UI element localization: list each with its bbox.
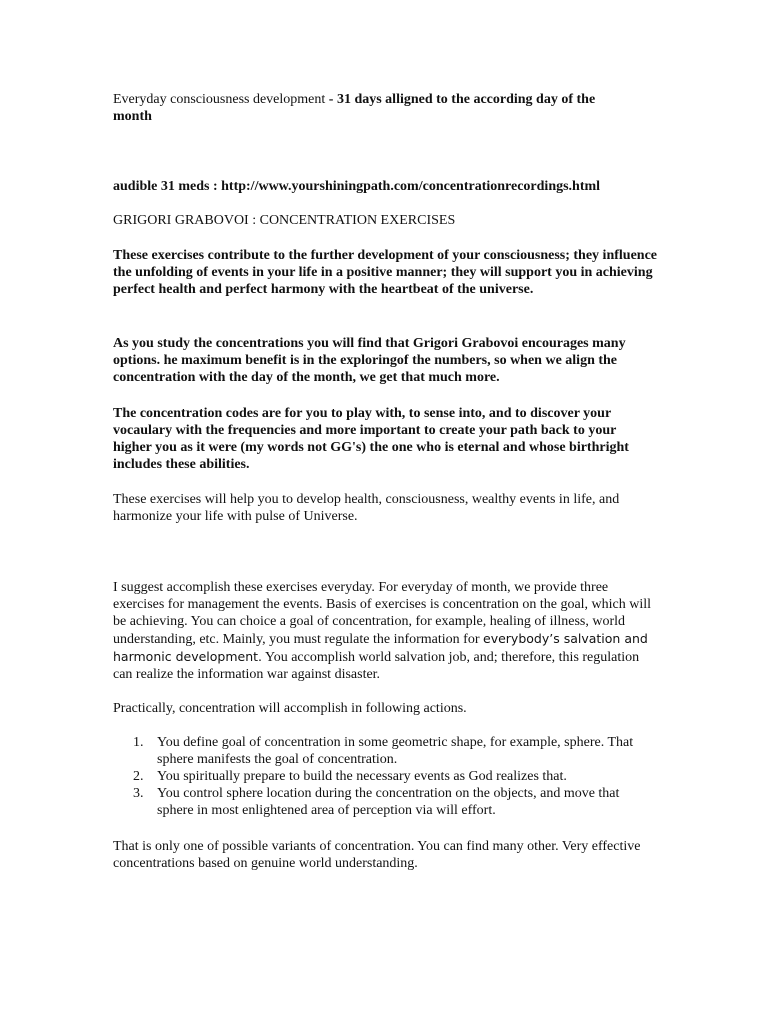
heading-days: - 31 days alligned to the according day of the bbox=[328, 92, 596, 107]
heading-month: month bbox=[113, 109, 152, 124]
document-heading bbox=[113, 91, 658, 125]
list-item-number: 2. bbox=[133, 769, 144, 784]
list-item-number: 3. bbox=[133, 786, 144, 801]
audible-link-line: audible 31 meds : http://www.yourshiningpath.com/concentrationrecordings.html bbox=[113, 179, 601, 194]
section-title: GRIGORI GRABOVOI : CONCENTRATION EXERCISES bbox=[113, 213, 456, 228]
list-item-text: You spiritually prepare to build the necessary events as God realizes that. bbox=[157, 769, 567, 784]
list-item bbox=[113, 768, 658, 785]
paragraph-2 bbox=[113, 579, 658, 683]
paragraph-bold-2: As you study the concentrations you will find that Grigori Grabovoi encourages many options. he maximum benefit is in the exploringof the numbers, so when we align the concentration with the day of the month, we get that much more. bbox=[113, 336, 626, 385]
paragraph-1: These exercises will help you to develop health, consciousness, wealthy events in life, and harmonize your life with pulse of Universe. bbox=[113, 492, 620, 524]
list-item-text: You control sphere location during the concentration on the objects, and move that sphere in most enlightened area of perception via will effort. bbox=[157, 786, 620, 818]
list-item bbox=[113, 734, 658, 768]
paragraph-3: Practically, concentration will accomplish in following actions. bbox=[113, 701, 467, 716]
list-item bbox=[113, 785, 658, 819]
list-item-text: You define goal of concentration in some geometric shape, for example, sphere. That sphere manifests the goal of concentration. bbox=[157, 735, 634, 767]
steps-list bbox=[113, 734, 658, 819]
paragraph-2-main: I suggest accomplish these exercises everyday. For everyday of month, we provide three exercises for management the events. Basis of exercises is concentration on the goal, which will be achieving. You can choice a goal of concentration, for example, healing of illness, world understanding, etc. Mainly, you must regulate the information for bbox=[113, 580, 652, 647]
paragraph-4: That is only one of possible variants of concentration. You can find many other. Very effective concentrations based on genuine world understanding. bbox=[113, 839, 641, 871]
list-item-number: 1. bbox=[133, 735, 144, 750]
paragraph-2-end: You accomplish world salvation job, and; therefore, this regulation can realize the information war against disaster. bbox=[113, 650, 640, 682]
heading-intro: Everyday consciousness development bbox=[113, 92, 329, 107]
paragraph-2-sans: everybody’s salvation and harmonic development. bbox=[113, 631, 648, 664]
paragraph-bold-3: The concentration codes are for you to play with, to sense into, and to discover your vocaulary with the frequencies and more important to create your path back to your higher you as it were (my words not GG's) the one who is eternal and whose birthright includes these abilities. bbox=[113, 406, 629, 472]
paragraph-bold-1: These exercises contribute to the further development of your consciousness; they influence the unfolding of events in your life in a positive manner; they will support you in achieving perfect health and perfect harmony with the heartbeat of the universe. bbox=[113, 248, 657, 297]
